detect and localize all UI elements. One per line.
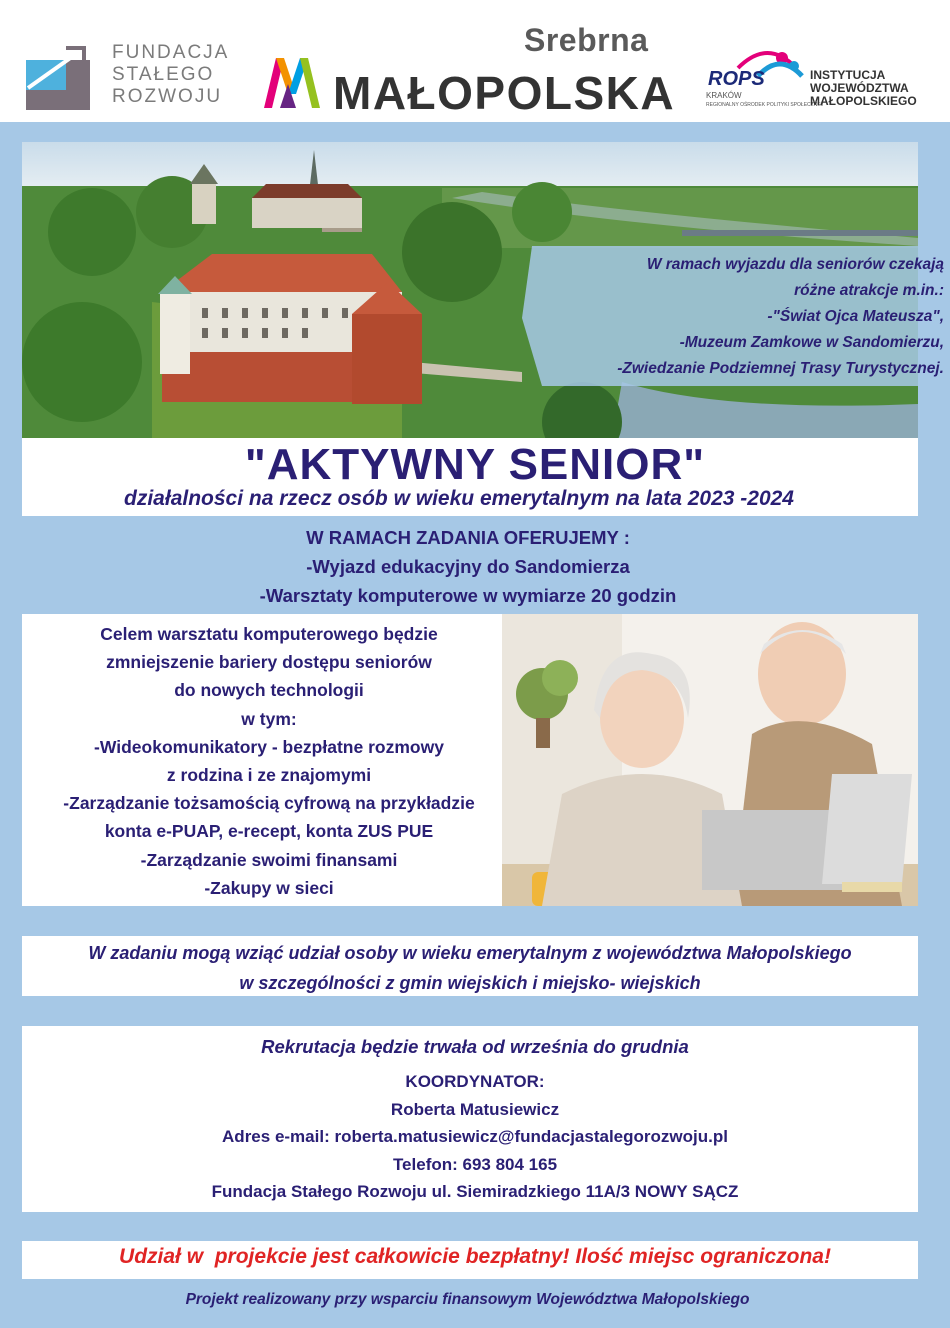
trip-attractions-text: W ramach wyjazdu dla seniorów czekają różne atrakcje m.in.: -"Świat Ojca Mateusza", -Muzeum Zamkowe w Sandomierzu, -Zwiedzanie Podziemnej Trasy Turystycznej. <box>617 256 944 377</box>
page-title: "AKTYWNY SENIOR" <box>244 440 706 489</box>
workshop-description: Celem warsztatu komputerowego będzie zmniejszenie bariery dostępu seniorów do nowych technologii w tym: -Wideokomunikatory - bezpłatne rozmowy z rodzina i ze znajomymi -Zarządzanie tożsamością cyfrową na przykładzie konta e-PUAP, e-recept, konta ZUS PUE -Zarządzanie swoimi finansami -Zakupy w sieci <box>63 624 475 898</box>
offer-item: -Warsztaty komputerowe w wymiarze 20 godzin <box>259 585 677 606</box>
free-notice: Udział w projekcie jest całkowicie bezpłatny! Ilość miejsc ograniczona! <box>119 1245 831 1268</box>
contact-phone[interactable]: Telefon: 693 804 165 <box>392 1154 558 1174</box>
srebrna-label: Srebrna <box>524 22 649 58</box>
contact-email[interactable]: Adres e-mail: roberta.matusiewicz@fundacjastalegorozwoju.pl <box>222 1127 728 1147</box>
rops-full-name: REGIONALNY OŚRODEK POLITYKI SPOŁECZNEJ <box>706 102 824 108</box>
coordinator-name: Roberta Matusiewicz <box>390 1099 560 1119</box>
seniors-laptop-photo <box>502 614 918 906</box>
page-subtitle: działalności na rzecz osób w wieku emerytalnym na lata 2023 -2024 <box>124 487 794 510</box>
fundacja-logo-text: FUNDACJA STAŁEGO ROZWOJU <box>112 42 230 107</box>
offer-heading: W RAMACH ZADANIA OFERUJEMY : <box>306 527 630 548</box>
fundacja-logo-icon <box>26 44 90 110</box>
coordinator-label: KOORDYNATOR: <box>405 1072 545 1091</box>
malopolska-logo-icon <box>262 54 322 110</box>
eligibility-text: W zadaniu mogą wziąć udział osoby w wieku emerytalnym z województwa Małopolskiego w szczególności z gmin wiejskich i miejsko- wiejskich <box>88 943 852 993</box>
offer-item: -Wyjazd edukacyjny do Sandomierza <box>306 556 630 577</box>
institution-label: INSTYTUCJA WOJEWÓDZTWA MAŁOPOLSKIEGO <box>810 68 917 108</box>
offer-section <box>0 523 936 610</box>
contact-details <box>0 1068 950 1206</box>
contact-address: Fundacja Stałego Rozwoju ul. Siemiradzkiego 11A/3 NOWY SĄCZ <box>211 1182 739 1202</box>
malopolska-logo-text: MAŁOPOLSKA <box>333 67 676 119</box>
funding-footer: Projekt realizowany przy wsparciu finansowym Województwa Małopolskiego <box>185 1291 750 1308</box>
recruitment-period: Rekrutacja będzie trwała od września do grudnia <box>261 1036 689 1057</box>
rops-city: KRAKÓW <box>706 91 742 100</box>
rops-label: ROPS <box>708 68 765 90</box>
